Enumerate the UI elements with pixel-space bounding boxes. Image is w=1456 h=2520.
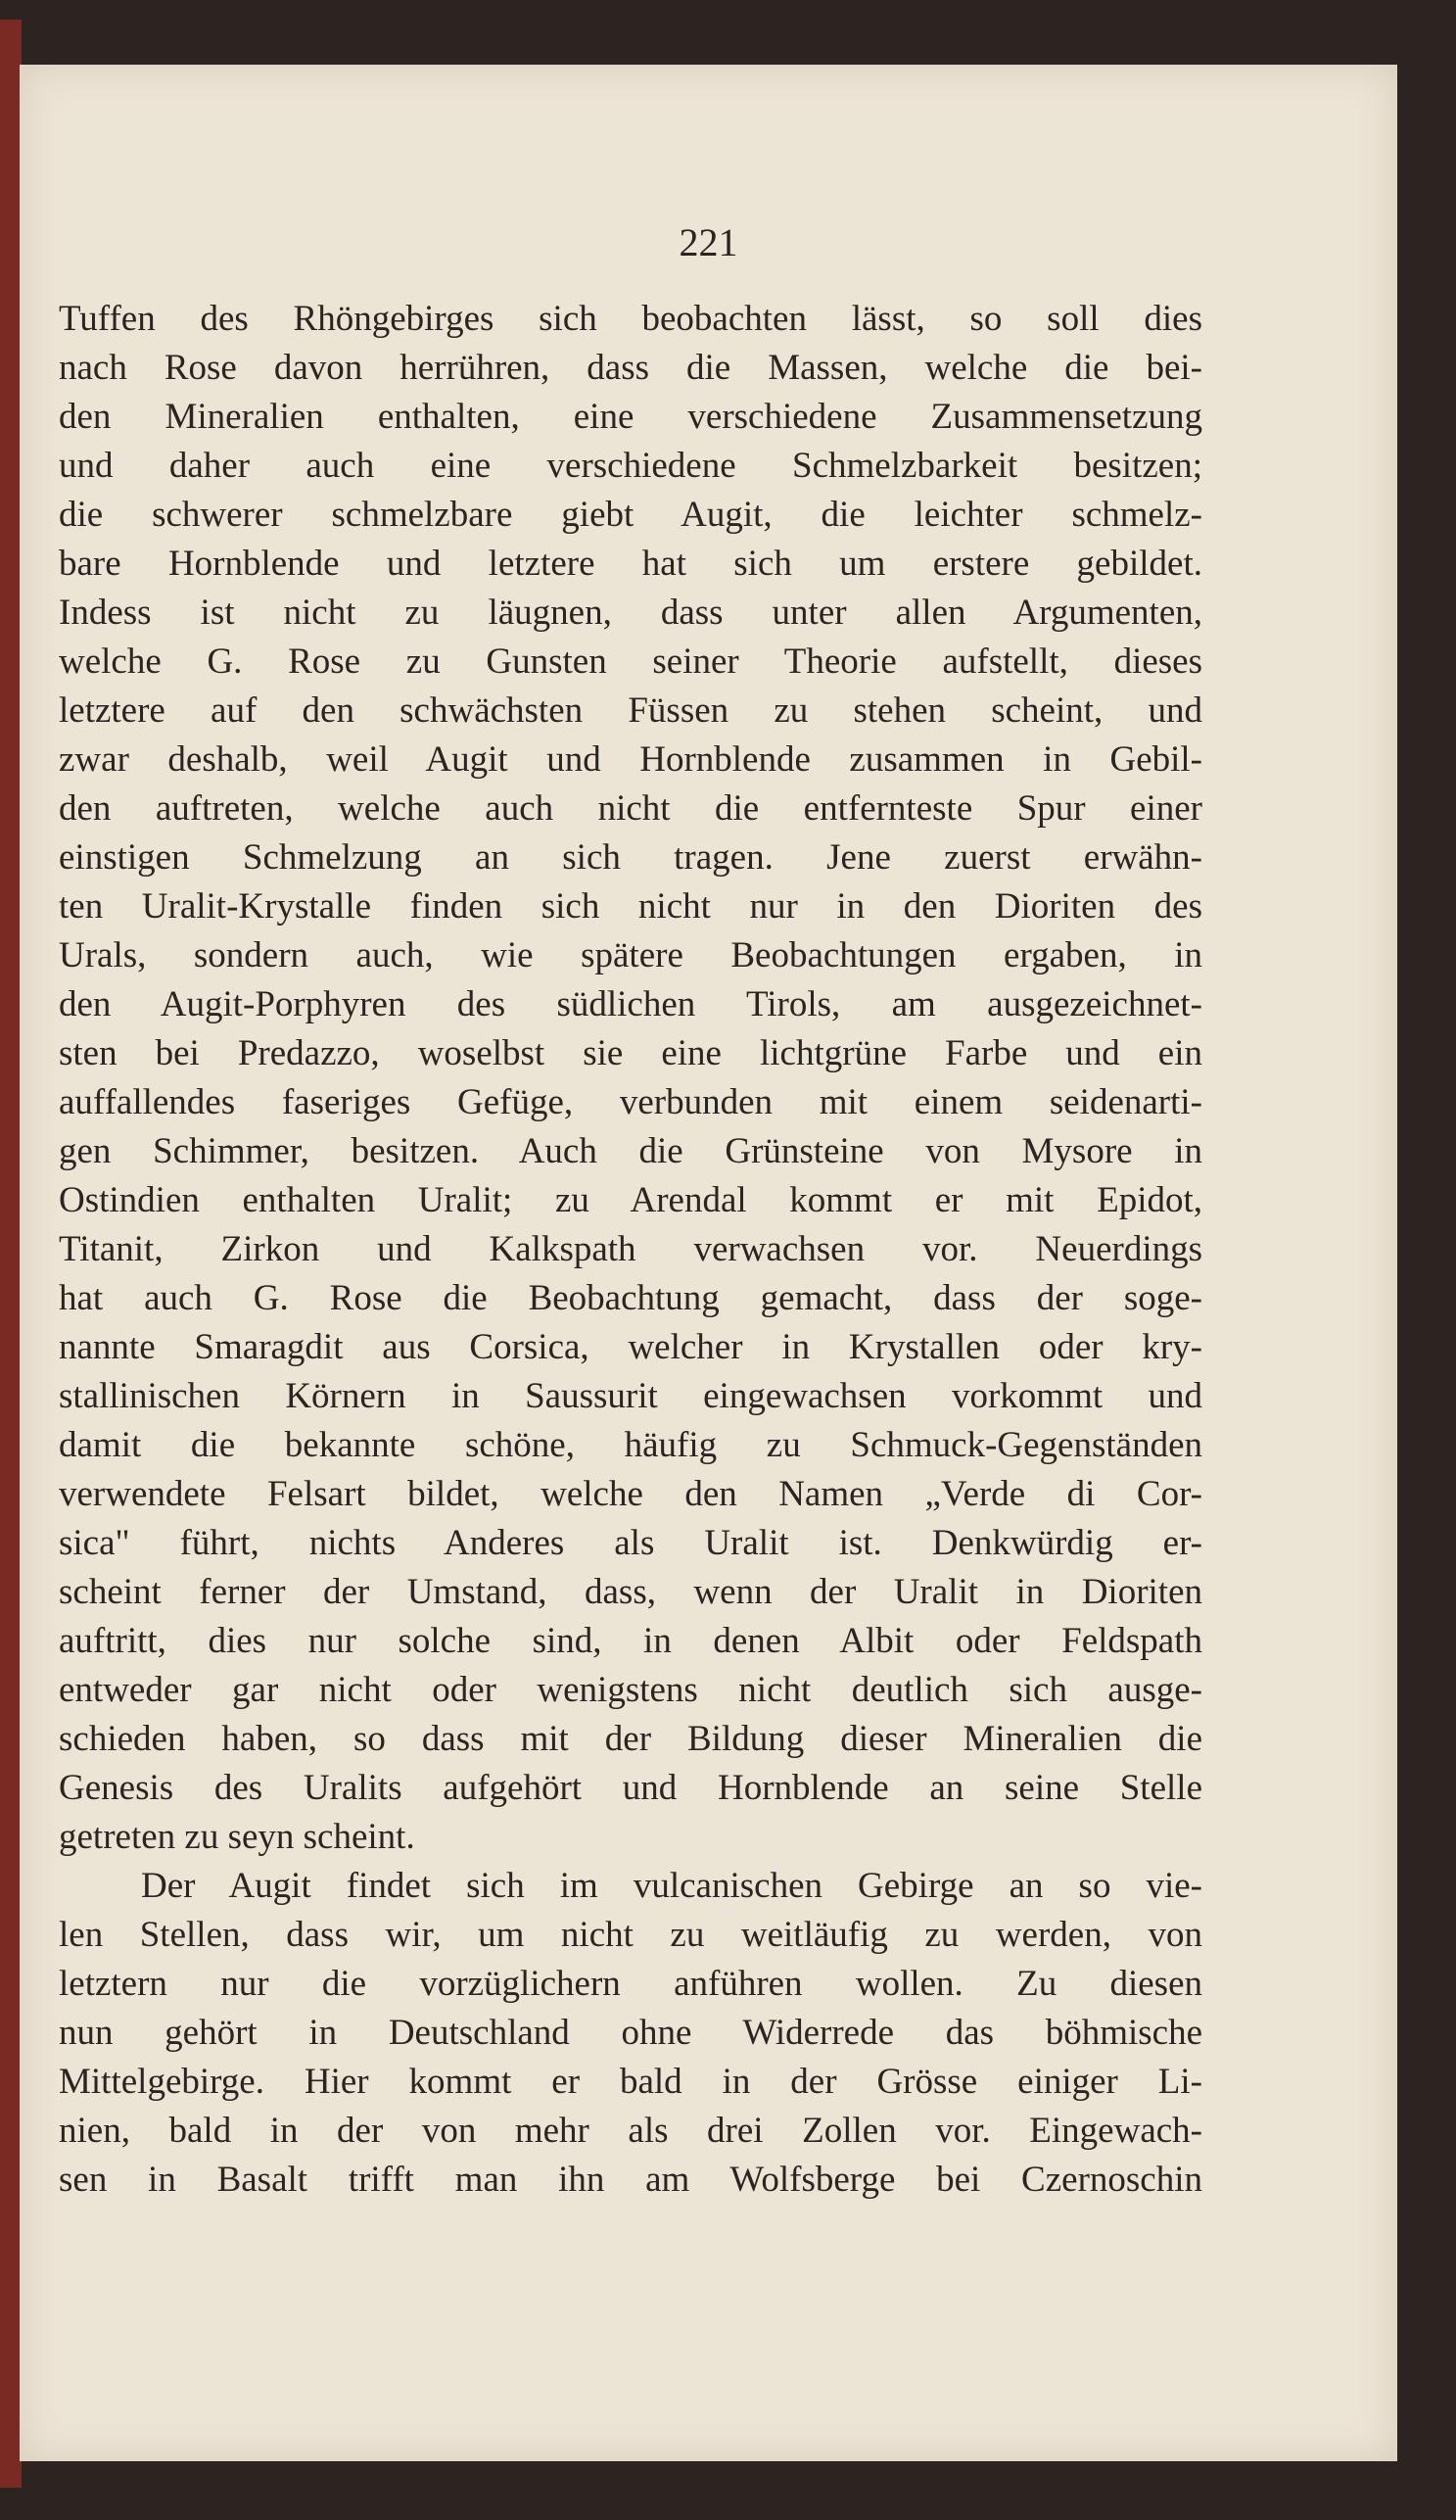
text-line: Ostindien enthalten Uralit; zu Arendal kommt er mit Epidot, <box>59 1180 1202 1220</box>
text-line: verwendete Felsart bildet, welche den Namen „Verde di Cor- <box>59 1474 1202 1514</box>
text-line: sica" führt, nichts Anderes als Uralit ist. Denkwürdig er- <box>59 1523 1202 1563</box>
text-line: nach Rose davon herrühren, dass die Massen, welche die bei- <box>59 348 1202 388</box>
text-line: den Mineralien enthalten, eine verschiedene Zusammensetzung <box>59 397 1202 437</box>
text-line: auftritt, dies nur solche sind, in denen Albit oder Feldspath <box>59 1621 1202 1661</box>
text-line: Der Augit findet sich im vulcanischen Gebirge an so vie- <box>141 1866 1202 1906</box>
text-line: und daher auch eine verschiedene Schmelzbarkeit besitzen; <box>59 446 1202 486</box>
text-line: hat auch G. Rose die Beobachtung gemacht, dass der soge- <box>59 1278 1202 1318</box>
text-line: auffallendes faseriges Gefüge, verbunden mit einem seidenarti- <box>59 1082 1202 1122</box>
text-line: welche G. Rose zu Gunsten seiner Theorie aufstellt, dieses <box>59 642 1202 682</box>
text-line: zwar deshalb, weil Augit und Hornblende zusammen in Gebil- <box>59 739 1202 780</box>
book-edge <box>0 20 22 2488</box>
text-line: damit die bekannte schöne, häufig zu Schmuck-Gegenständen <box>59 1425 1202 1465</box>
text-line: Titanit, Zirkon und Kalkspath verwachsen vor. Neuerdings <box>59 1229 1202 1269</box>
book-page <box>20 65 1397 2461</box>
text-line: nien, bald in der von mehr als drei Zollen vor. Eingewach- <box>59 2111 1202 2151</box>
text-line: letztern nur die vorzüglichern anführen wollen. Zu diesen <box>59 1964 1202 2004</box>
text-line: Urals, sondern auch, wie spätere Beobachtungen ergaben, in <box>59 935 1202 975</box>
text-line: getreten zu seyn scheint. <box>59 1817 415 1857</box>
text-line: stallinischen Körnern in Saussurit eingewachsen vorkommt und <box>59 1376 1202 1416</box>
text-line: schieden haben, so dass mit der Bildung dieser Mineralien die <box>59 1719 1202 1759</box>
text-line: letztere auf den schwächsten Füssen zu stehen scheint, und <box>59 690 1202 731</box>
text-line: len Stellen, dass wir, um nicht zu weitläufig zu werden, von <box>59 1915 1202 1955</box>
text-line: nannte Smaragdit aus Corsica, welcher in Krystallen oder kry- <box>59 1327 1202 1367</box>
text-line: den auftreten, welche auch nicht die entfernteste Spur einer <box>59 788 1202 829</box>
text-line: Indess ist nicht zu läugnen, dass unter allen Argumenten, <box>59 593 1202 633</box>
text-line: einstigen Schmelzung an sich tragen. Jene zuerst erwähn- <box>59 837 1202 878</box>
text-line: bare Hornblende und letztere hat sich um erstere gebildet. <box>59 544 1202 584</box>
text-line: sen in Basalt trifft man ihn am Wolfsberge bei Czernoschin <box>59 2160 1202 2200</box>
text-line: gen Schimmer, besitzen. Auch die Grünsteine von Mysore in <box>59 1131 1202 1171</box>
body-text <box>59 295 1202 2205</box>
text-line: ten Uralit-Krystalle finden sich nicht nur in den Dioriten des <box>59 886 1202 927</box>
text-line: nun gehört in Deutschland ohne Widerrede das böhmische <box>59 2013 1202 2053</box>
text-line: Tuffen des Rhöngebirges sich beobachten lässt, so soll dies <box>59 299 1202 339</box>
text-line: die schwerer schmelzbare giebt Augit, die leichter schmelz- <box>59 495 1202 535</box>
page-number: 221 <box>679 220 738 264</box>
text-line: scheint ferner der Umstand, dass, wenn der Uralit in Dioriten <box>59 1572 1202 1612</box>
text-line: entweder gar nicht oder wenigstens nicht deutlich sich ausge- <box>59 1670 1202 1710</box>
text-line: sten bei Predazzo, woselbst sie eine lichtgrüne Farbe und ein <box>59 1033 1202 1073</box>
text-line: den Augit-Porphyren des südlichen Tirols, am ausgezeichnet- <box>59 984 1202 1024</box>
text-line: Mittelgebirge. Hier kommt er bald in der Grösse einiger Li- <box>59 2062 1202 2102</box>
text-line: Genesis des Uralits aufgehört und Hornblende an seine Stelle <box>59 1768 1202 1808</box>
